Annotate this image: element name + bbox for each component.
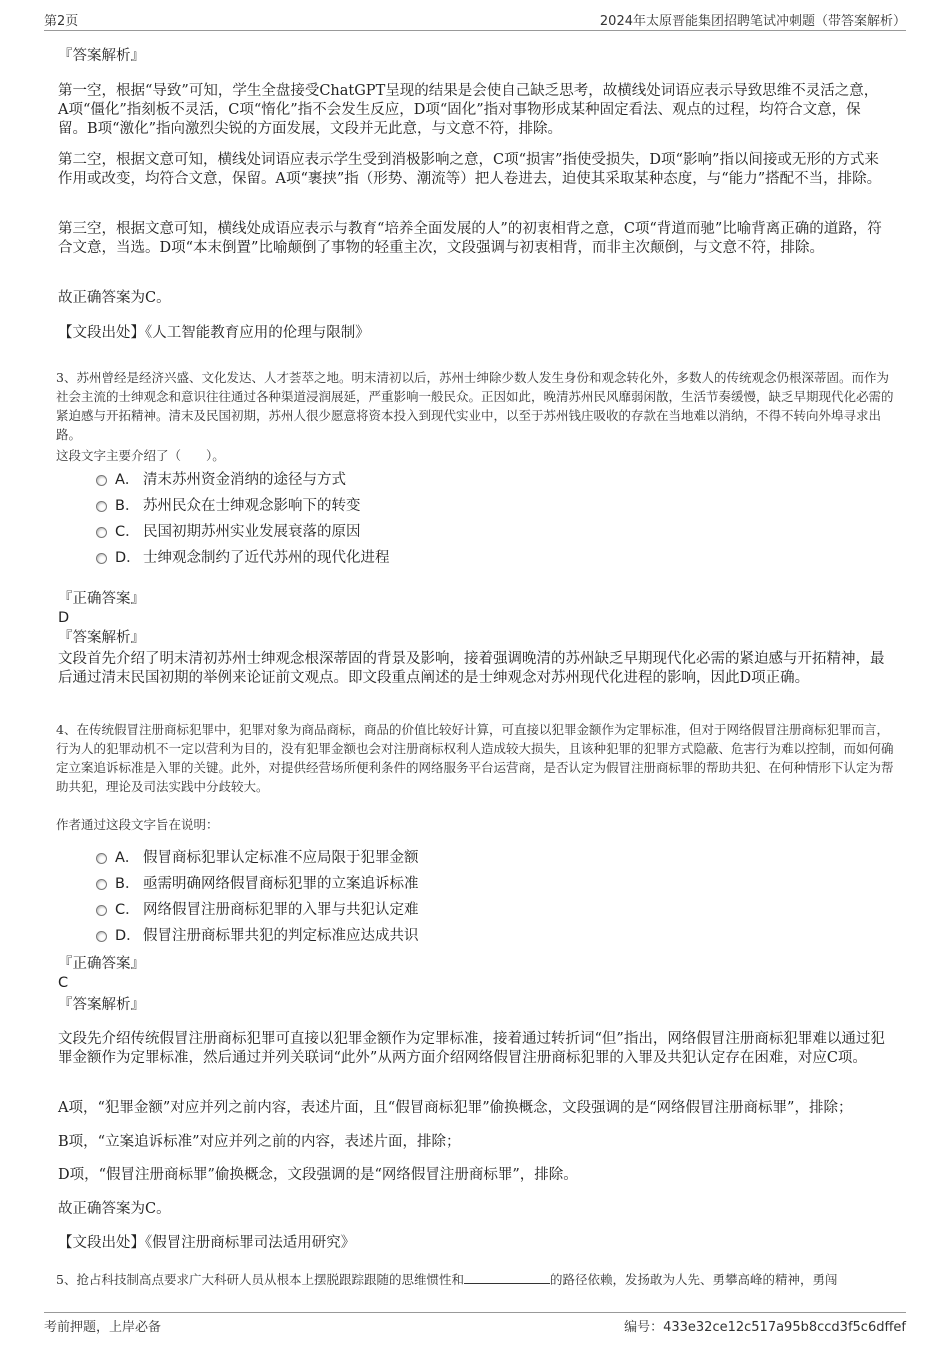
option-text: 民国初期苏州实业发展衰落的原因 <box>143 524 361 540</box>
option-letter: A． <box>115 850 140 866</box>
q4-option-a[interactable] <box>96 848 419 868</box>
radio-icon[interactable] <box>96 553 107 564</box>
q4-source: 【文段出处】《假冒注册商标罪司法适用研究》 <box>58 1235 356 1251</box>
option-text: 假冒注册商标罪共犯的判定标准应达成共识 <box>143 928 419 944</box>
q4-prompt: 作者通过这段文字旨在说明： <box>56 817 219 832</box>
radio-icon[interactable] <box>96 905 107 916</box>
page-number: 第2页 <box>44 14 79 29</box>
footer-slogan: 考前押题，上岸必备 <box>44 1320 162 1335</box>
q3-prompt: 这段文字主要介绍了（ ）。 <box>56 448 225 463</box>
q2-analysis-label: 『答案解析』 <box>58 48 145 64</box>
option-letter: D． <box>115 928 141 944</box>
q5-stem-after: 的路径依赖，发扬敢为人先、勇攀高峰的精神，勇闯 <box>549 1272 838 1287</box>
option-text: 士绅观念制约了近代苏州的现代化进程 <box>143 550 390 566</box>
option-letter: D． <box>115 550 141 566</box>
option-letter: C． <box>115 524 140 540</box>
option-letter: B． <box>115 876 140 892</box>
q4-option-d[interactable] <box>96 926 419 946</box>
q3-option-a[interactable] <box>96 470 346 490</box>
option-text: 苏州民众在士绅观念影响下的转变 <box>143 498 361 514</box>
q2-conclusion: 故正确答案为C。 <box>58 290 171 306</box>
page-footer <box>44 1312 906 1336</box>
q3-option-c[interactable] <box>96 522 361 542</box>
q4-analysis-p4: D项，“假冒注册商标罪”偷换概念，文段强调的是“网络假冒注册商标罪”，排除。 <box>58 1167 578 1183</box>
q4-analysis-label: 『答案解析』 <box>58 997 145 1013</box>
q3-correct-label: 『正确答案』 <box>58 591 145 607</box>
q2-analysis-p3: 第三空，根据文意可知，横线处成语应表示与教育“培养全面发展的人”的初衷相背之意，C项“背道而驰”比喻背离正确的道路，符合文意，当选。D项“本末倒置”比喻颠倒了事物的轻重主次，文段强调与初衷相背，而非主次颠倒，与文意不符，排除。 <box>58 221 882 256</box>
option-letter: C． <box>115 902 140 918</box>
q2-analysis-p2: 第二空，根据文意可知，横线处词语应表示学生受到消极影响之意，C项“损害”指使受损失，D项“影响”指以间接或无形的方式来作用或改变，均符合文意，保留。A项“裹挟”指（形势、潮流等）把人卷进去，迫使其采取某种态度，与“能力”搭配不当，排除。 <box>58 152 882 187</box>
option-letter: B． <box>115 498 140 514</box>
option-text: 假冒商标犯罪认定标准不应局限于犯罪金额 <box>143 850 419 866</box>
q3-correct-answer: D <box>58 610 70 626</box>
q3-option-b[interactable] <box>96 496 361 516</box>
q4-analysis-p2: A项，“犯罪金额”对应并列之前内容，表述片面，且“假冒商标犯罪”偷换概念，文段强调的是“网络假冒注册商标罪”，排除； <box>58 1100 853 1116</box>
radio-icon[interactable] <box>96 527 107 538</box>
q4-option-c[interactable] <box>96 900 419 920</box>
radio-icon[interactable] <box>96 879 107 890</box>
q4-correct-label: 『正确答案』 <box>58 956 145 972</box>
option-letter: A． <box>115 472 140 488</box>
document-title: 2024年太原晋能集团招聘笔试冲刺题（带答案解析） <box>599 14 906 29</box>
radio-icon[interactable] <box>96 501 107 512</box>
q2-source: 【文段出处】《人工智能教育应用的伦理与限制》 <box>58 325 370 341</box>
q2-analysis-p1: 第一空，根据“导致”可知，学生全盘接受ChatGPT呈现的结果是会使自己缺乏思考，故横线处词语应表示导致思维不灵活之意，A项“僵化”指刻板不灵活，C项“惰化”指不会发生反应，D项“固化”指对事物形成某种固定看法、观点的过程，均符合文意，保留。B项“激化”指向激烈尖锐的方面发展，文段并无此意，与文意不符，排除。 <box>58 83 879 137</box>
q4-correct-answer: C <box>58 975 69 991</box>
q3-option-d[interactable] <box>96 548 390 568</box>
radio-icon[interactable] <box>96 931 107 942</box>
q4-analysis-p1: 文段先介绍传统假冒注册商标犯罪可直接以犯罪金额作为定罪标准，接着通过转折词“但”指出，网络假冒注册商标犯罪难以通过犯罪金额作为定罪标准，然后通过并列关联词“此外”从两方面介绍网络假冒注册商标犯罪的入罪及共犯认定存在困难，对应C项。 <box>58 1031 885 1066</box>
q4-option-b[interactable] <box>96 874 419 894</box>
radio-icon[interactable] <box>96 475 107 486</box>
q4-analysis-p3: B项，“立案追诉标准”对应并列之前的内容，表述片面，排除； <box>58 1134 461 1150</box>
option-text: 亟需明确网络假冒商标犯罪的立案追诉标准 <box>143 876 419 892</box>
q3-analysis: 文段首先介绍了明末清初苏州士绅观念根深蒂固的背景及影响，接着强调晚清的苏州缺乏早期现代化必需的紧迫感与开拓精神，最后通过清末民国初期的举例来论证前文观点。即文段重点阐述的是士绅观念对苏州现代化进程的影响，因此D项正确。 <box>58 651 885 686</box>
document-id: 编号：433e32ce12c517a95b8ccd3f5c6dffef <box>624 1320 906 1335</box>
answer-blank <box>464 1271 550 1284</box>
option-text: 网络假冒注册商标犯罪的入罪与共犯认定难 <box>143 902 419 918</box>
page-header <box>44 10 906 31</box>
q5-stem <box>56 1270 896 1289</box>
q3-analysis-label: 『答案解析』 <box>58 630 145 646</box>
option-text: 清末苏州资金消纳的途径与方式 <box>143 472 346 488</box>
q3-passage: 3、苏州曾经是经济兴盛、文化发达、人才荟萃之地。明末清初以后，苏州士绅除少数人发生身份和观念转化外，多数人的传统观念仍根深蒂固。而作为社会主流的士绅观念和意识往往通过各种渠道浸润展延，严重影响一般民众。正因如此，晚清苏州民风靡弱闲散，生活节奏缓慢，缺乏早期现代化必需的紧迫感与开拓精神。清末及民国初期，苏州人很少愿意将资本投入到现代实业中，以至于苏州钱庄吸收的存款在当地难以消纳，不得不转向外埠寻求出路。 <box>56 370 894 442</box>
q4-passage: 4、在传统假冒注册商标犯罪中，犯罪对象为商品商标，商品的价值比较好计算，可直接以犯罪金额作为定罪标准，但对于网络假冒注册商标犯罪而言，行为人的犯罪动机不一定以营利为目的，没有犯罪金额也会对注册商标权利人造成较大损失，且该种犯罪的犯罪方式隐蔽、危害行为难以控制，而如何确定立案追诉标准是入罪的关键。此外，对提供经营场所便利条件的网络服务平台运营商，是否认定为假冒注册商标罪的帮助共犯、在何种情形下认定为帮助共犯，理论及司法实践中分歧较大。 <box>56 722 894 794</box>
radio-icon[interactable] <box>96 853 107 864</box>
q4-conclusion: 故正确答案为C。 <box>58 1201 171 1217</box>
q5-stem-before: 5、抢占科技制高点要求广大科研人员从根本上摆脱跟踪跟随的思维惯性和 <box>56 1272 464 1287</box>
